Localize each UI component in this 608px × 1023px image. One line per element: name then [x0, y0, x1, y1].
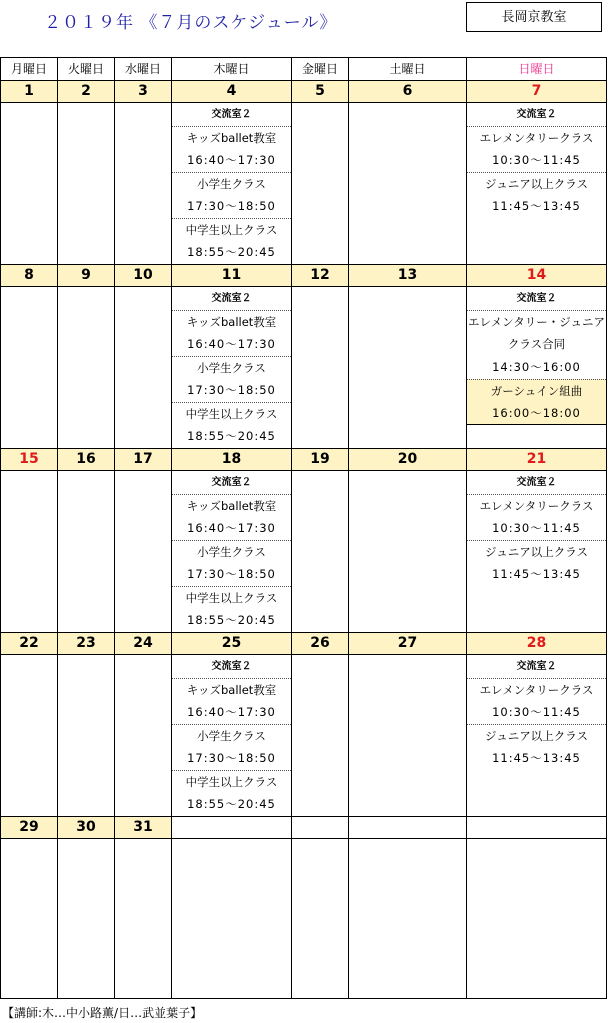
sunday-entry: ガーシュイン組曲 — [467, 379, 606, 402]
date-cell-15: 15 — [1, 449, 58, 470]
weekday-header-tue: 火曜日 — [58, 58, 115, 80]
day-column — [1, 655, 58, 816]
thursday-entry: 交流室２ — [211, 477, 252, 488]
date-row — [1, 264, 606, 287]
thursday-entry: 中学生以上クラス — [172, 402, 291, 425]
sunday-entry: 10:30〜11:45 — [492, 705, 581, 719]
day-column — [115, 287, 172, 448]
day-column — [349, 471, 467, 632]
location-box: 長岡京教室 — [466, 2, 602, 32]
day-column — [58, 103, 115, 264]
date-cell-28: 28 — [526, 635, 547, 651]
date-cell-5: 5 — [292, 81, 349, 102]
thursday-entry: 16:40〜17:30 — [187, 705, 276, 719]
date-cell-26: 26 — [292, 633, 349, 654]
thursday-entry: 17:30〜18:50 — [187, 383, 276, 397]
day-column — [115, 839, 172, 999]
thursday-entry: 18:55〜20:45 — [187, 613, 276, 627]
page-title: ２０１９年 《７月のスケジュール》 — [44, 13, 338, 33]
day-column — [115, 655, 172, 816]
date-cell-7: 7 — [531, 83, 542, 99]
date-cell-30: 30 — [58, 817, 115, 838]
sunday-entry: エレメンタリークラス — [467, 678, 606, 701]
day-column — [58, 839, 115, 999]
sunday-entry: 11:45〜13:45 — [492, 199, 581, 213]
date-cell-8: 8 — [1, 265, 58, 286]
thursday-entry: 交流室２ — [211, 109, 252, 120]
date-cell-1: 1 — [1, 81, 58, 102]
thursday-entry: 16:40〜17:30 — [187, 153, 276, 167]
sunday-entry: 交流室２ — [516, 477, 557, 488]
day-column — [349, 655, 467, 816]
sunday-entry: 交流室２ — [516, 293, 557, 304]
thursday-entry: 中学生以上クラス — [172, 218, 291, 241]
date-cell-10: 10 — [115, 265, 172, 286]
thursday-entry: 小学生クラス — [172, 172, 291, 195]
weekday-header-mon: 月曜日 — [1, 58, 58, 80]
date-cell-29: 29 — [1, 817, 58, 838]
thursday-entry: 小学生クラス — [172, 724, 291, 747]
weekday-header-wed: 水曜日 — [115, 58, 172, 80]
thursday-entry: 16:40〜17:30 — [187, 521, 276, 535]
date-cell-31: 31 — [115, 817, 172, 838]
date-cell-25: 25 — [172, 633, 292, 654]
thursday-entry: 17:30〜18:50 — [187, 751, 276, 765]
day-column — [58, 287, 115, 448]
date-cell-23: 23 — [58, 633, 115, 654]
date-row — [1, 632, 606, 655]
thursday-entry: 17:30〜18:50 — [187, 199, 276, 213]
thursday-entry: 中学生以上クラス — [172, 586, 291, 609]
sunday-entry: 交流室２ — [516, 109, 557, 120]
day-column — [349, 839, 467, 999]
day-column — [1, 839, 58, 999]
sunday-entry: エレメンタリー・ジュニア — [467, 310, 606, 333]
date-cell-20: 20 — [349, 449, 467, 470]
date-cell-11: 11 — [172, 265, 292, 286]
weekday-header-sat: 土曜日 — [349, 58, 467, 80]
day-column — [115, 471, 172, 632]
date-cell-4: 4 — [172, 81, 292, 102]
thursday-entry: 小学生クラス — [172, 356, 291, 379]
day-column — [1, 287, 58, 448]
weekday-header-sun: 日曜日 — [518, 62, 555, 76]
weekday-header-fri: 金曜日 — [292, 58, 349, 80]
sunday-entry: 16:00〜18:00 — [467, 402, 606, 425]
sunday-entry: 交流室２ — [516, 661, 557, 672]
thursday-entry: 交流室２ — [211, 293, 252, 304]
date-cell-16: 16 — [58, 449, 115, 470]
day-column — [292, 839, 349, 999]
date-cell-27: 27 — [349, 633, 467, 654]
thursday-entry: キッズballet教室 — [172, 494, 291, 517]
date-cell-2: 2 — [58, 81, 115, 102]
thursday-entry: キッズballet教室 — [172, 678, 291, 701]
date-cell-9: 9 — [58, 265, 115, 286]
thursday-entry: 18:55〜20:45 — [187, 245, 276, 259]
thursday-entry: 中学生以上クラス — [172, 770, 291, 793]
instructor-footer: 【講師:木…中小路薫/日…武並葉子】 — [2, 1006, 203, 1020]
sunday-entry: 10:30〜11:45 — [492, 521, 581, 535]
date-cell-empty — [292, 817, 349, 838]
day-column — [292, 655, 349, 816]
date-row — [1, 816, 606, 839]
date-cell-empty — [467, 817, 606, 838]
calendar-grid — [0, 57, 607, 999]
sunday-entry: ジュニア以上クラス — [467, 172, 606, 195]
date-cell-empty — [172, 817, 292, 838]
date-row — [1, 80, 606, 103]
date-cell-12: 12 — [292, 265, 349, 286]
thursday-entry: キッズballet教室 — [172, 310, 291, 333]
thursday-entry: 18:55〜20:45 — [187, 429, 276, 443]
day-column — [349, 287, 467, 448]
day-column — [349, 103, 467, 264]
date-cell-24: 24 — [115, 633, 172, 654]
day-column — [115, 103, 172, 264]
day-column — [1, 471, 58, 632]
date-cell-6: 6 — [349, 81, 467, 102]
day-column — [292, 471, 349, 632]
thursday-entry: 16:40〜17:30 — [187, 337, 276, 351]
date-cell-3: 3 — [115, 81, 172, 102]
day-column — [292, 103, 349, 264]
thursday-entry: 18:55〜20:45 — [187, 797, 276, 811]
date-cell-17: 17 — [115, 449, 172, 470]
date-row — [1, 448, 606, 471]
weekday-header-thu: 木曜日 — [172, 58, 292, 80]
sunday-entry: ジュニア以上クラス — [467, 540, 606, 563]
thursday-entry: 小学生クラス — [172, 540, 291, 563]
day-column — [58, 471, 115, 632]
thursday-entry: 交流室２ — [211, 661, 252, 672]
sunday-entry: ジュニア以上クラス — [467, 724, 606, 747]
sunday-entry: クラス合同 — [507, 337, 566, 351]
day-column — [172, 839, 292, 999]
date-cell-13: 13 — [349, 265, 467, 286]
sunday-entry: 11:45〜13:45 — [492, 751, 581, 765]
thursday-entry: 17:30〜18:50 — [187, 567, 276, 581]
thursday-entry: キッズballet教室 — [172, 126, 291, 149]
sunday-entry: エレメンタリークラス — [467, 126, 606, 149]
day-column — [292, 287, 349, 448]
sunday-entry: 14:30〜16:00 — [492, 360, 581, 374]
date-cell-22: 22 — [1, 633, 58, 654]
date-cell-21: 21 — [526, 451, 547, 467]
date-cell-14: 14 — [526, 267, 547, 283]
sunday-entry: 11:45〜13:45 — [492, 567, 581, 581]
sunday-entry: 10:30〜11:45 — [492, 153, 581, 167]
date-cell-empty — [349, 817, 467, 838]
day-column — [1, 103, 58, 264]
date-cell-18: 18 — [172, 449, 292, 470]
date-cell-19: 19 — [292, 449, 349, 470]
sunday-entry: エレメンタリークラス — [467, 494, 606, 517]
day-column — [58, 655, 115, 816]
